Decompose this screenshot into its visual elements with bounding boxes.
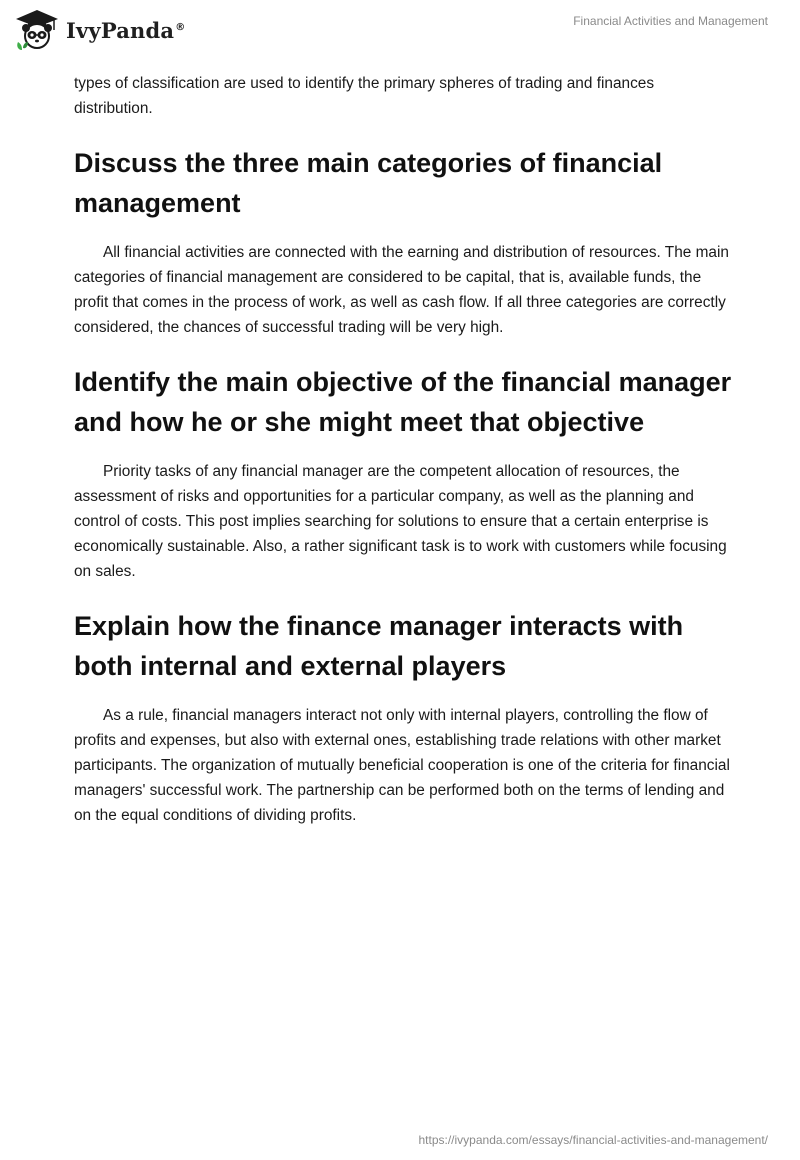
ivypanda-logo[interactable] <box>14 8 185 52</box>
section-body-objective: Priority tasks of any financial manager are the competent allocation of resources, the assessment of risks and opportunities for a particular company, as well as the planning and control of costs. This post implies searching for solutions to ensure that a certain enterprise is economically sustainable. Also, a rather significant task is to work with customers while focusing on sales. <box>74 463 727 580</box>
intro-paragraph: types of classification are used to identify the primary spheres of trading and finances distribution. <box>74 75 655 117</box>
document-title: Financial Activities and Management <box>573 14 768 28</box>
source-url-link[interactable]: https://ivypanda.com/essays/financial-activities-and-management/ <box>418 1133 768 1147</box>
panda-graduate-icon <box>14 8 60 52</box>
logo-wordmark <box>66 18 185 43</box>
section-body-interaction: As a rule, financial managers interact not only with internal players, controlling the flow of profits and expenses, but also with external ones, establishing trade relations with other market participants. The organization of mutually beneficial cooperation is one of the criteria for financial managers' successful work. The partnership can be performed both on the terms of lending and on the equal conditions of dividing profits. <box>74 707 730 824</box>
logo-text: IvyPanda <box>66 17 175 43</box>
section-heading-interaction: Explain how the finance manager interacts with both internal and external players <box>74 611 684 681</box>
registered-mark: ® <box>175 21 186 33</box>
section-body-categories: All financial activities are connected with the earning and distribution of resources. The main categories of financial management are considered to be capital, that is, available funds, the profit that comes in the process of work, as well as cash flow. If all three categories are correctly considered, the chances of successful trading will be very high. <box>74 244 729 336</box>
section-heading-categories: Discuss the three main categories of financial management <box>74 148 663 218</box>
essay-content <box>74 71 734 828</box>
page-header <box>0 0 800 60</box>
section-heading-objective: Identify the main objective of the financial manager and how he or she might meet that objective <box>74 367 732 437</box>
